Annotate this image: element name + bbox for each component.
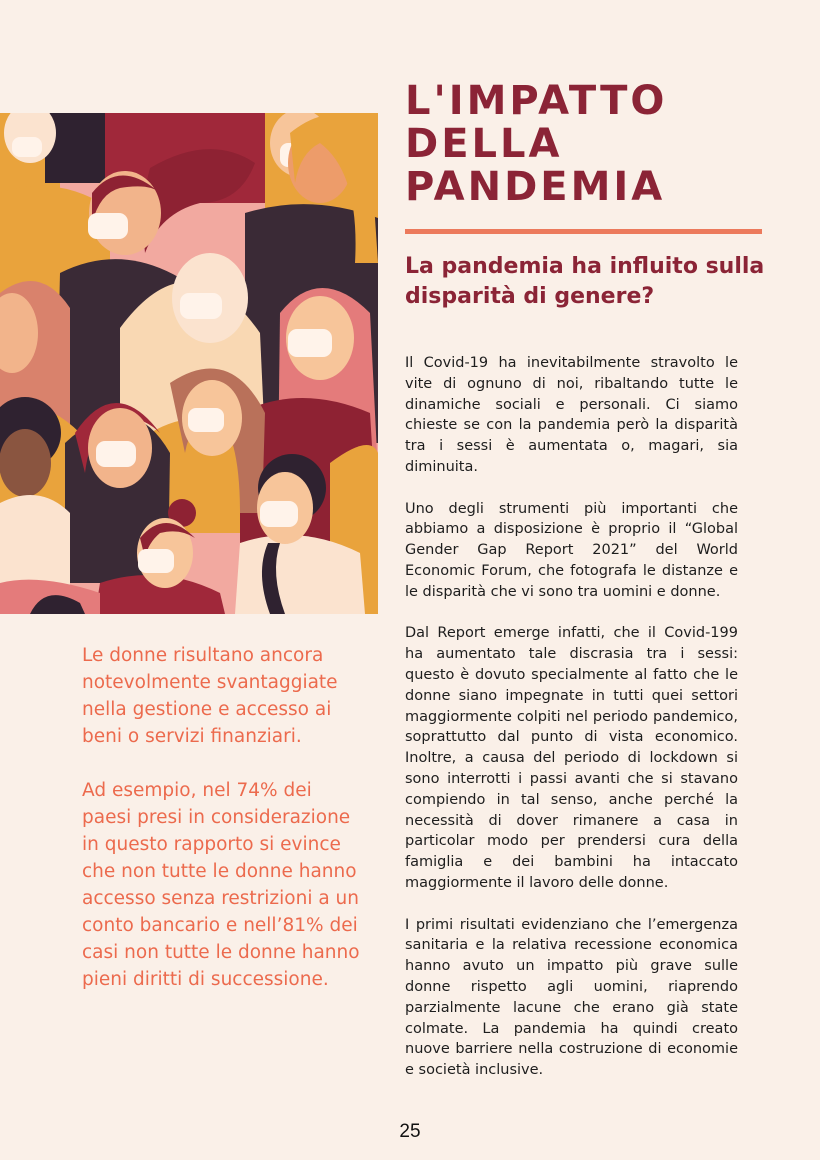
body-paragraph-1: Il Covid-19 ha inevitabilmente stravolto le vite di ognuno di noi, ribaltando tutte le dinamiche sociali e personali. Ci siamo chieste se con la pandemia però la disparità tra i sessi è aumentata o, magari, sia diminuita. — [405, 355, 738, 475]
title-line-3: PANDEMIA — [405, 164, 666, 210]
highlight-paragraph-2: Ad esempio, nel 74% dei paesi presi in considerazione in questo rapporto si evince che non tutte le donne hanno accesso senza restrizioni a un conto bancario e nell’81% dei casi non tutte le donne hanno pieni diritti di successione. — [82, 780, 360, 990]
highlight-paragraph-1: Le donne risultano ancora notevolmente svantaggiate nella gestione e accesso ai beni o servizi finanziari. — [82, 645, 338, 747]
page-number: 25 — [399, 1121, 421, 1142]
subtitle: La pandemia ha influito sulla disparità di genere? — [405, 254, 765, 309]
body-paragraph-4: I primi risultati evidenziano che l’emergenza sanitaria e la relativa recessione economica hanno avuto un impatto più grave sulle donne rispetto agli uomini, riaprendo parzialmente lacune che erano già state colmate. La pandemia ha quindi creato nuove barriere nella costruzione di economie e società inclusive. — [405, 916, 738, 1079]
highlight-text — [82, 642, 364, 1020]
title-line-2: DELLA — [405, 121, 563, 167]
title-line-1: L'IMPATTO — [405, 78, 668, 124]
body-text — [405, 353, 738, 1102]
women-with-masks-illustration — [0, 113, 378, 614]
body-paragraph-3: Dal Report emerge infatti, che il Covid-199 ha aumentato tale discrasia tra i sessi: questo è dovuto specialmente al fatto che le donne siano impegnate in tutti quei settori maggiormente colpiti nel periodo pandemico, soprattutto dal punto di vista economico. Inoltre, a causa del periodo di lockdown si sono interrotti i passi avanti che si stavano compiendo in tal senso, anche perché la necessità di dover rimanere a casa in particolar modo per prendersi cura della famiglia e dei bambini ha intaccato maggiormente il lavoro delle donne. — [405, 625, 738, 891]
page-title — [405, 80, 805, 209]
title-divider — [405, 229, 762, 234]
body-paragraph-2: Uno degli strumenti più importanti che abbiamo a disposizione è proprio il “Global Gender Gap Report 2021” del World Economic Forum, che fotografa le distanze e le disparità che vi sono tra uomini e donne. — [405, 500, 738, 600]
